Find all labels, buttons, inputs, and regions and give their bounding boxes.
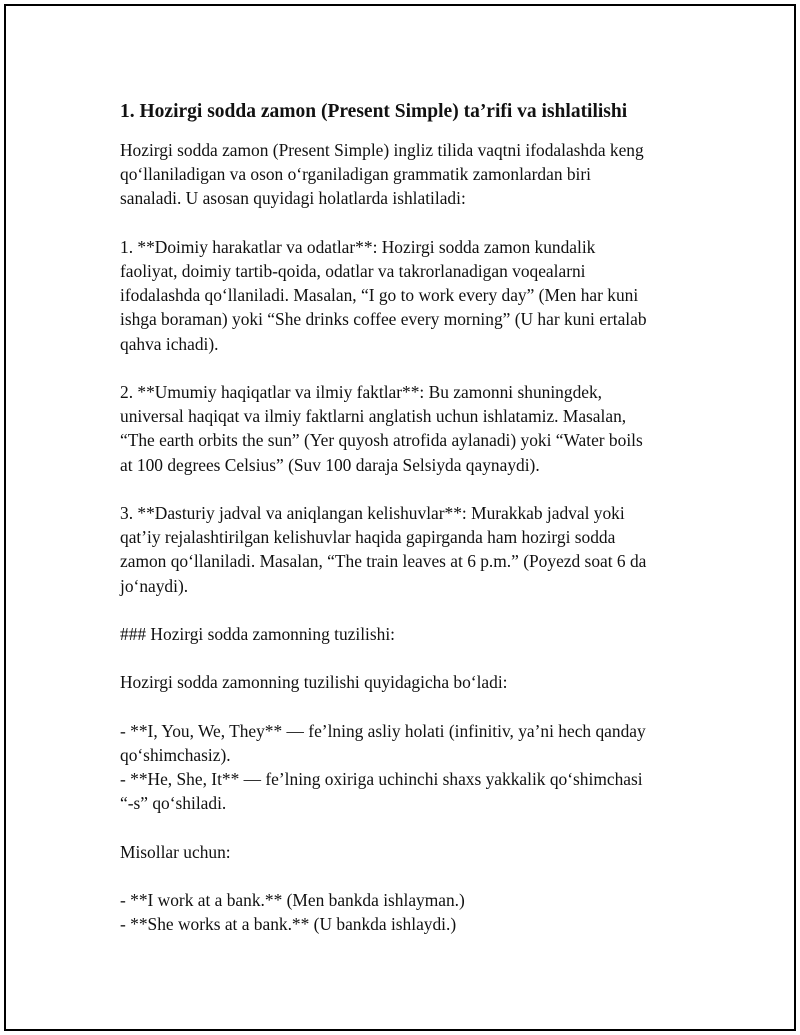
text-line: faoliyat, doimiy tartib-qoida, odatlar va takrorlanadigan voqealarni: [120, 261, 586, 281]
text-line: “The earth orbits the sun” (Yer quyosh atrofida aylanadi) yoki “Water boils: [120, 430, 643, 451]
text-line: universal haqiqat va ilmiy faktlarni anglatish uchun ishlatamiz. Masalan,: [120, 406, 627, 427]
paragraph: [120, 235, 700, 356]
text-line: “-s” qo‘shiladi.: [120, 793, 227, 814]
paragraph: [120, 622, 700, 646]
document-title: 1. Hozirgi sodda zamon (Present Simple) ta’rifi va ishlatilishi: [120, 101, 628, 122]
text-line: Hozirgi sodda zamonning tuzilishi quyidagicha bo‘ladi:: [120, 672, 508, 693]
text-line: qahva ichadi).: [120, 333, 219, 354]
text-line: - **I work at a bank.** (Men bankda ishlayman.): [120, 890, 465, 911]
text-line: zamon qo‘llaniladi. Masalan, “The train leaves at 6 p.m.” (Poyezd soat 6 da: [120, 551, 647, 572]
text-line: 3. **Dasturiy jadval va aniqlangan kelishuvlar**: Murakkab jadval yoki: [120, 503, 625, 523]
text-line: - **She works at a bank.** (U bankda ishlaydi.): [120, 914, 457, 935]
text-line: sanaladi. U asosan quyidagi holatlarda ishlatiladi:: [120, 188, 466, 209]
paragraphs-container: [120, 138, 700, 937]
paragraph: [120, 670, 700, 694]
text-line: Misollar uchun:: [120, 841, 231, 862]
text-line: 1. **Doimiy harakatlar va odatlar**: Hozirgi sodda zamon kundalik: [120, 236, 596, 257]
text-line: jo‘naydi).: [120, 575, 189, 596]
document-body: [120, 99, 700, 961]
text-line: Hozirgi sodda zamon (Present Simple) ingliz tilida vaqtni ifodalashda keng: [120, 140, 644, 160]
paragraph: [120, 719, 700, 816]
page-frame: [4, 4, 796, 1031]
text-line: at 100 degrees Celsius” (Suv 100 daraja Selsiyda qaynaydi).: [120, 454, 540, 475]
paragraph: [120, 138, 700, 211]
text-line: - **He, She, It** — fe’lning oxiriga uchinchi shaxs yakkalik qo‘shimchasi: [120, 769, 643, 790]
text-line: qo‘shimchasiz).: [120, 744, 231, 765]
text-line: ishga boraman) yoki “She drinks coffee every morning” (U har kuni ertalab: [120, 309, 647, 330]
text-line: ### Hozirgi sodda zamonning tuzilishi:: [120, 624, 395, 644]
text-line: qo‘llaniladigan va oson o‘rganiladigan grammatik zamonlardan biri: [120, 164, 592, 185]
text-line: ifodalashda qo‘llaniladi. Masalan, “I go to work every day” (Men har kuni: [120, 285, 639, 306]
paragraph: [120, 501, 700, 598]
paragraph: [120, 840, 700, 864]
paragraph: [120, 380, 700, 477]
text-line: 2. **Umumiy haqiqatlar va ilmiy faktlar**: Bu zamonni shuningdek,: [120, 382, 603, 402]
text-line: qat’iy rejalashtirilgan kelishuvlar haqida gapirganda ham hozirgi sodda: [120, 527, 616, 548]
text-line: - **I, You, We, They** — fe’lning asliy holati (infinitiv, ya’ni hech qanday: [120, 720, 646, 741]
paragraph: [120, 888, 700, 936]
